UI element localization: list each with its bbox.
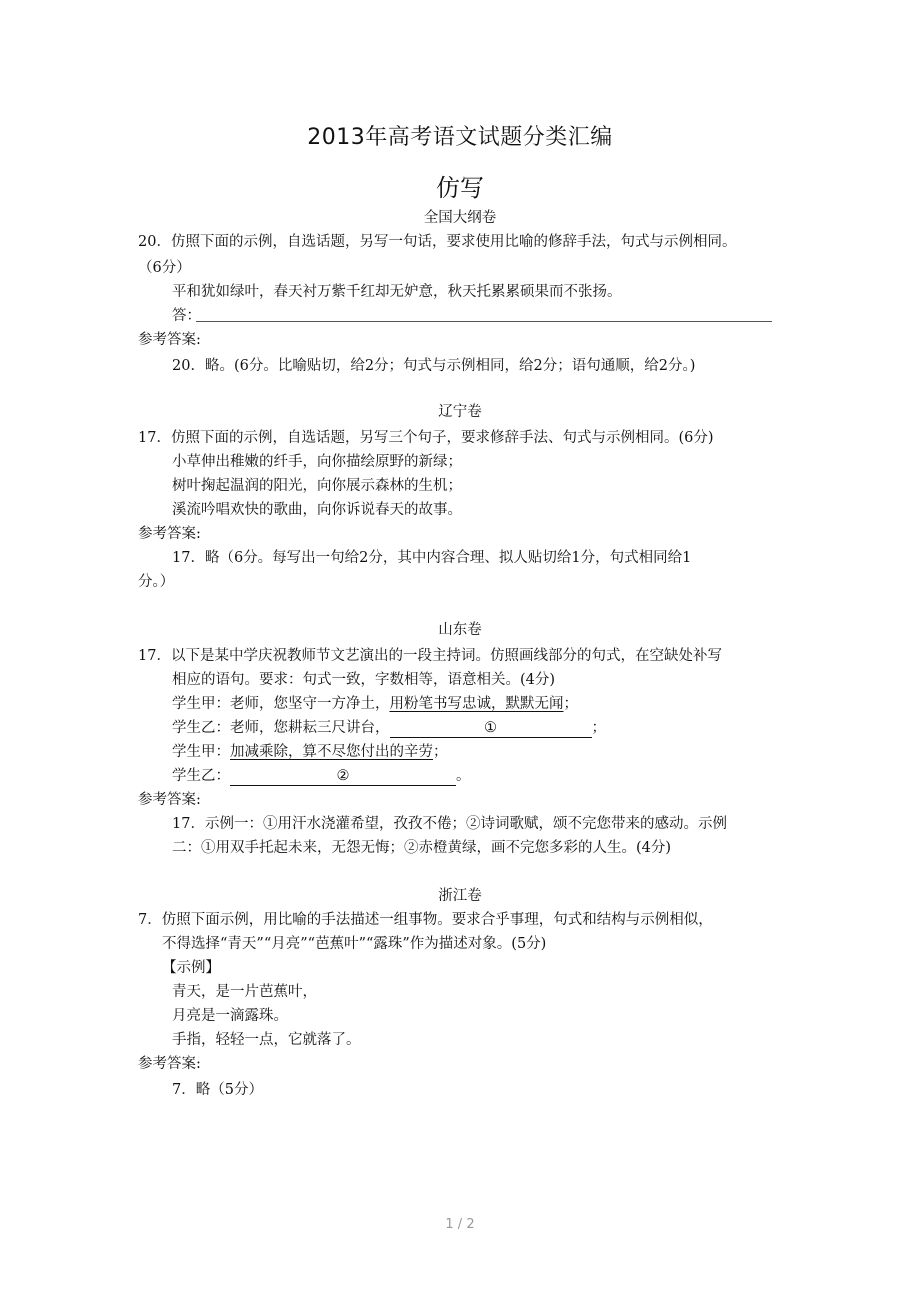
dialog-punctuation: ；	[433, 744, 448, 760]
dialog-line-1	[172, 694, 578, 714]
example-sentence: 月亮是一滴露珠。	[172, 1008, 288, 1024]
dialog-line-4	[172, 766, 471, 786]
question-requirements: 相应的语句。要求：句式一致，字数相等，语意相关。(4分)	[172, 672, 556, 688]
reference-answer: 17．略（6分。每写出一句给2分，其中内容合理、拟人贴切给1分，句式相同给1	[172, 550, 692, 566]
fill-blank-1: ①	[390, 719, 592, 738]
example-sentence: 青天，是一片芭蕉叶，	[172, 984, 317, 1000]
question-requirements: 不得选择“青天”“月亮”“芭蕉叶”“露珠”作为描述对象。(5分)	[162, 936, 547, 952]
question-text: 7．仿照下面示例，用比喻的手法描述一组事物。要求合乎事理，句式和结构与示例相似，	[138, 912, 713, 928]
example-sentence: 平和犹如绿叶，春天衬万紫千红却无妒意，秋天托累累硕果而不张扬。	[172, 284, 622, 300]
question-text: 20．仿照下面的示例，自选话题，另写一句话，要求使用比喻的修辞手法，句式与示例相同。	[138, 234, 737, 250]
dialog-punctuation: ；	[563, 696, 578, 712]
dialog-punctuation: 。	[456, 768, 471, 784]
reference-answer-label: 参考答案:	[138, 332, 201, 348]
reference-answer: 7．略（5分）	[172, 1082, 263, 1098]
dialog-speaker-text: 学生甲：老师，您坚守一方净土，	[172, 696, 390, 712]
dialog-line-3	[172, 742, 448, 762]
reference-answer-label: 参考答案:	[138, 1056, 201, 1072]
fill-blank-2: ②	[230, 767, 456, 786]
reference-answer-continued: 分。）	[138, 574, 175, 590]
reference-answer-label: 参考答案:	[138, 526, 201, 542]
example-sentence: 树叶掬起温润的阳光，向你展示森林的生机；	[172, 478, 462, 494]
answer-blank-line	[196, 321, 772, 322]
section-heading-shandong: 山东卷	[438, 622, 482, 638]
dialog-speaker-text: 学生乙：	[172, 768, 230, 784]
example-sentence: 小草伸出稚嫩的纤手，向你描绘原野的新绿；	[172, 454, 462, 470]
section-heading-zhejiang: 浙江卷	[438, 888, 482, 904]
question-text: 17．仿照下面的示例，自选话题，另写三个句子，要求修辞手法、句式与示例相同。(6分)	[138, 430, 714, 446]
document-subtitle: 仿写	[436, 174, 484, 202]
section-heading-liaoning: 辽宁卷	[438, 404, 482, 420]
reference-answer: 20．略。(6分。比喻贴切，给2分；句式与示例相同，给2分；语句通顺，给2分。)	[172, 358, 696, 374]
reference-answer-label: 参考答案:	[138, 792, 201, 808]
reference-answer: 17．示例一：①用汗水浇灌希望，孜孜不倦；②诗词歌赋，颂不完您带来的感动。示例	[172, 816, 727, 832]
dialog-speaker-text: 学生甲：	[172, 744, 230, 760]
example-sentence: 手指，轻轻一点，它就落了。	[172, 1032, 361, 1048]
question-score: （6分）	[138, 260, 191, 276]
underlined-model-phrase: 用粉笔书写忠诚，默默无闻	[389, 696, 564, 712]
dialog-line-2	[172, 718, 606, 738]
underlined-model-phrase: 加减乘除，算不尽您付出的辛劳	[230, 744, 433, 760]
dialog-speaker-text: 学生乙：老师，您耕耘三尺讲台，	[172, 720, 390, 736]
example-sentence: 溪流吟唱欢快的歌曲，向你诉说春天的故事。	[172, 502, 462, 518]
page-number: 1 / 2	[445, 1217, 475, 1232]
question-text: 17．以下是某中学庆祝教师节文艺演出的一段主持词。仿照画线部分的句式，在空缺处补写	[138, 648, 722, 664]
dialog-punctuation: ；	[591, 720, 606, 736]
reference-answer-continued: 二：①用双手托起未来，无怨无悔；②赤橙黄绿，画不完您多彩的人生。(4分)	[172, 840, 672, 856]
document-title: 2013年高考语文试题分类汇编	[307, 125, 613, 150]
answer-label: 答：	[172, 308, 201, 324]
section-heading-national: 全国大纲卷	[423, 210, 497, 226]
example-label: 【示例】	[162, 960, 220, 976]
